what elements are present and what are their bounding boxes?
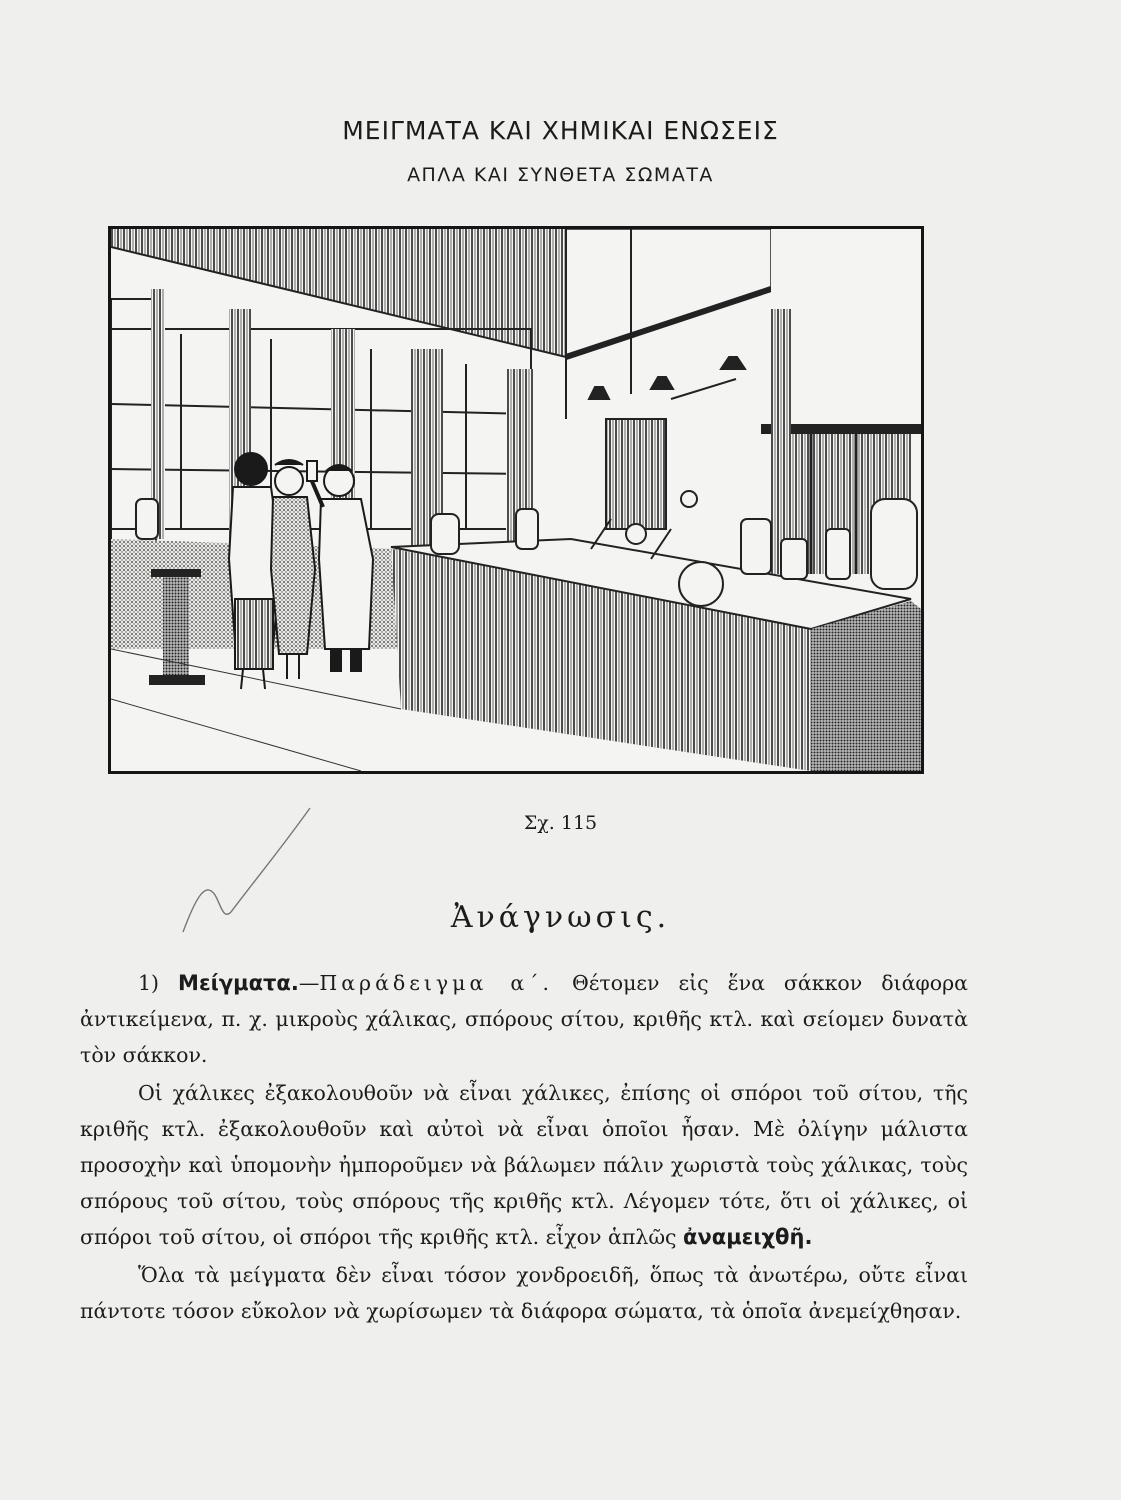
term-mixed: ἀναμειχθῆ. bbox=[683, 1225, 813, 1249]
paragraph-3 bbox=[80, 1257, 968, 1329]
example-label: Παράδειγμα α΄. bbox=[319, 971, 553, 995]
paragraph-2 bbox=[80, 1075, 968, 1255]
page-title: ΜΕΙΓΜΑΤΑ ΚΑΙ ΧΗΜΙΚΑΙ ΕΝΩΣΕΙΣ bbox=[342, 116, 779, 145]
paragraph-number: 1) bbox=[138, 971, 179, 995]
paragraph-3-text: Ὅλα τὰ μείγματα δὲν εἶναι τόσον χονδροειδῆ, ὅπως τὰ ἀνωτέρω, οὔτε εἶναι πάντοτε τόσον εὔκολον νὰ χωρίσωμεν τὰ διάφορα σώματα, τὰ ὁποῖα ἀνεμείχθησαν. bbox=[80, 1263, 968, 1323]
paragraph-1-text: Θέτομεν εἰς ἕνα σάκκον διάφορα ἀντικείμενα, π. χ. μικροὺς χάλικας, σπόρους σίτου, κριθῆς κτλ. καὶ σείομεν δυνατὰ τὸν σάκκον. bbox=[80, 971, 969, 1067]
section-heading: Ἀνάγνωσις. bbox=[450, 900, 671, 935]
paragraph-2-text: Οἱ χάλικες ἐξακολουθοῦν νὰ εἶναι χάλικες, ἐπίσης οἱ σπόροι τοῦ σίτου, τῆς κριθῆς κτλ. ἐξακολουθοῦν καὶ αὐτοὶ νὰ εἶναι ὁποῖοι ἦσαν. Μὲ ὀλίγην μάλιστα προσοχὴν καὶ ὑπομονὴν ἠμποροῦμεν νὰ βάλωμεν πάλιν χωριστὰ τοὺς χάλικας, τοὺς σπόρους τοῦ σίτου, τοὺς σπόρους τῆς κριθῆς κτλ. Λέγομεν τότε, ὅτι οἱ χάλικες, οἱ σπόροι τοῦ σίτου, οἱ σπόροι τῆς κριθῆς κτλ. εἶχον ἁπλῶς bbox=[80, 1081, 968, 1249]
page-subtitle: ΑΠΛΑ ΚΑΙ ΣΥΝΘΕΤΑ ΣΩΜΑΤΑ bbox=[407, 164, 714, 186]
em-dash: — bbox=[298, 971, 320, 995]
term-mixtures: Μείγματα. bbox=[178, 971, 299, 995]
body-text bbox=[80, 965, 968, 1331]
figure-caption: Σχ. 115 bbox=[523, 812, 598, 834]
laboratory-illustration bbox=[108, 226, 924, 774]
laboratory-drawing bbox=[111, 229, 921, 771]
paragraph-1 bbox=[80, 965, 968, 1073]
